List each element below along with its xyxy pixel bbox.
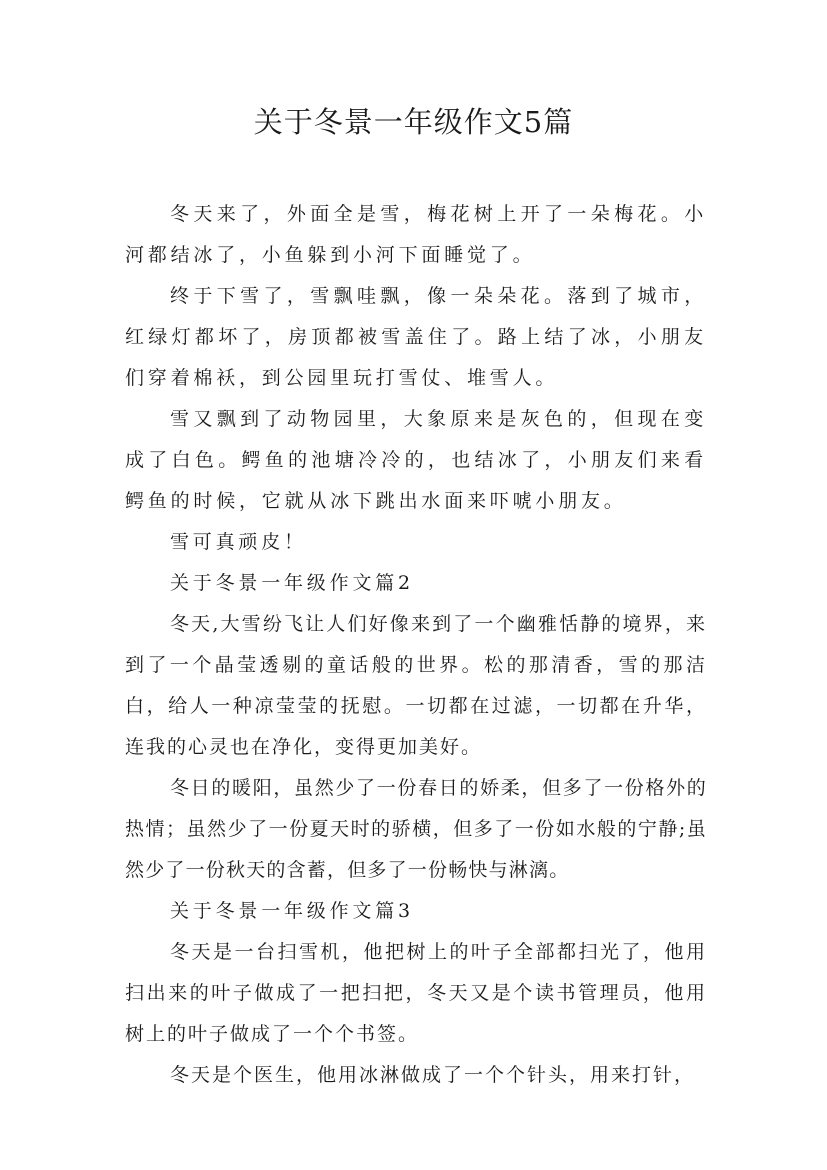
- paragraph-1: 冬天来了，外面全是雪，梅花树上开了一朵梅花。小河都结冰了，小鱼躲到小河下面睡觉了。: [125, 203, 707, 266]
- paragraph-2: 终于下雪了，雪飘哇飘，像一朵朵花。落到了城市，红绿灯都坏了，房顶都被雪盖住了。路上结了冰，小朋友们穿着棉袄，到公园里玩打雪仗、堆雪人。: [125, 285, 707, 389]
- paragraph-4: 雪可真顽皮！: [170, 531, 307, 553]
- paragraph-5: 冬天,大雪纷飞让人们好像来到了一个幽雅恬静的境界，来到了一个晶莹透剔的童话般的世界。松的那清香，雪的那洁白，给人一种凉莹莹的抚慰。一切都在过滤，一切都在升华，连我的心灵也在净化，变得更加美好。: [125, 613, 707, 758]
- document-body: [125, 194, 707, 1096]
- document-title: 关于冬景一年级作文5篇: [253, 105, 574, 139]
- section-heading-2: 关于冬景一年级作文篇2: [170, 572, 414, 594]
- paragraph-3: 雪又飘到了动物园里，大象原来是灰色的，但现在变成了白色。鳄鱼的池塘冷冷的，也结冰了，小朋友们来看鳄鱼的时候，它就从冰下跳出水面来吓唬小朋友。: [125, 408, 707, 512]
- paragraph-6: 冬日的暖阳，虽然少了一份春日的娇柔，但多了一份格外的热情；虽然少了一份夏天时的骄横，但多了一份如水般的宁静;虽然少了一份秋天的含蓄，但多了一份畅快与淋漓。: [125, 777, 707, 881]
- paragraph-7: 冬天是一台扫雪机，他把树上的叶子全部都扫光了，他用扫出来的叶子做成了一把扫把，冬天又是个读书管理员，他用树上的叶子做成了一个个书签。: [125, 941, 707, 1045]
- section-heading-3: 关于冬景一年级作文篇3: [170, 900, 414, 922]
- paragraph-8: 冬天是个医生，他用冰淋做成了一个个针头，用来打针，: [170, 1064, 696, 1086]
